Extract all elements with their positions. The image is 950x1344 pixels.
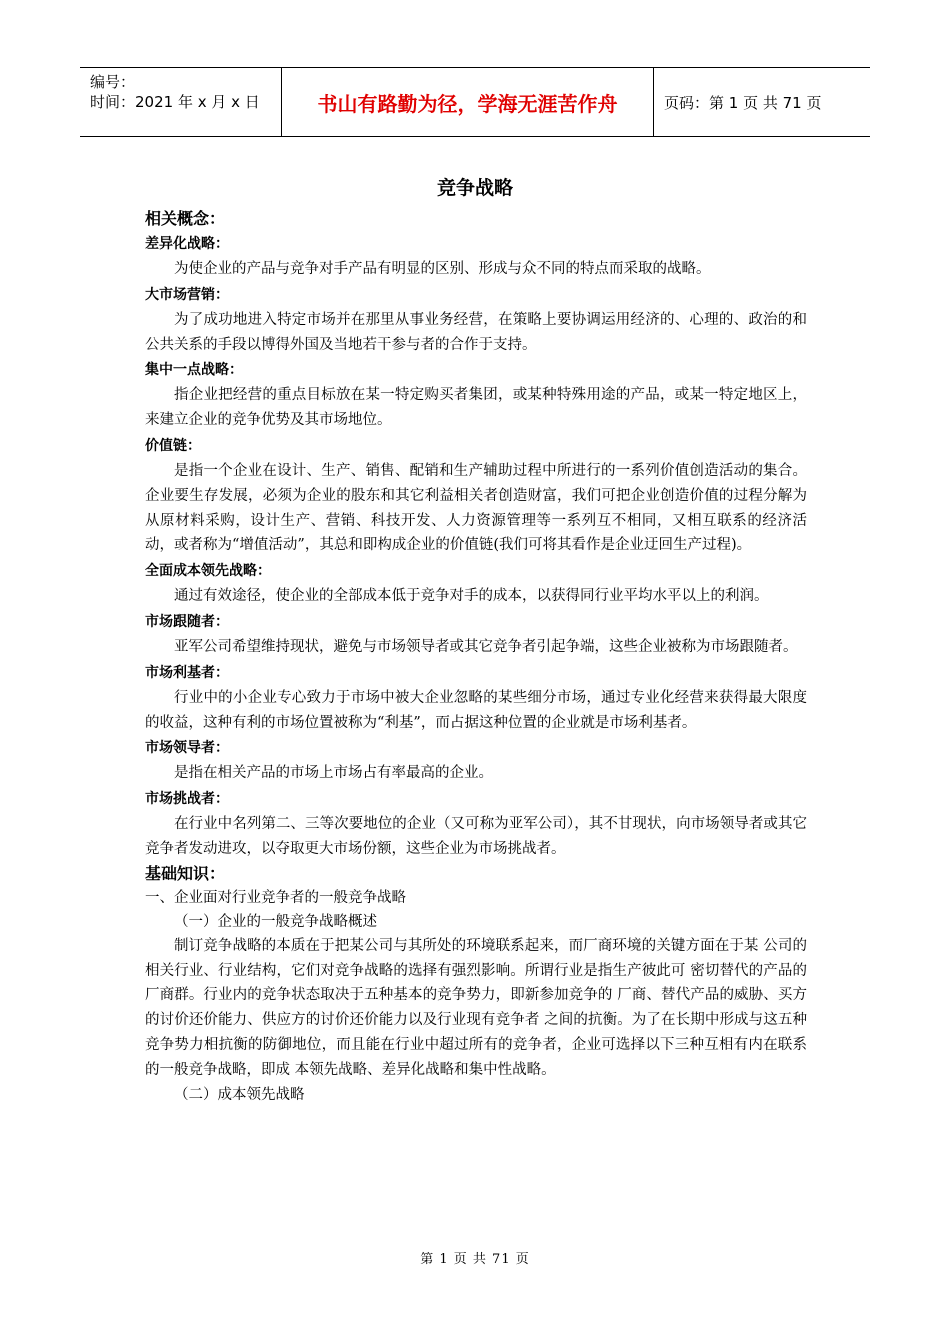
definition-market-nicher: 行业中的小企业专心致力于市场中被大企业忽略的某些细分市场，通过专业化经营来获得最大限度的收益，这种有利的市场位置被称为“利基”，而占据这种位置的企业就是市场利基者。 (145, 689, 807, 731)
term-focus-strategy: 集中一点战略： (145, 362, 243, 379)
term-mega-marketing: 大市场营销： (145, 286, 229, 303)
section-heading-basic-knowledge: 基础知识： (145, 863, 226, 883)
number-label: 编号： (90, 73, 136, 91)
term-value-chain: 价值链： (145, 437, 201, 454)
term-market-challenger: 市场挑战者： (145, 791, 229, 808)
page-info: 页码：第 1 页 共 71 页 (664, 93, 822, 112)
part-one-heading: 一、企业面对行业竞争者的一般竞争战略 (145, 889, 406, 906)
document-body (145, 207, 807, 1107)
definition-mega-marketing: 为了成功地进入特定市场并在那里从事业务经营，在策略上要协调运用经济的、心理的、政治的和公共关系的手段以博得外国及当地若干参与者的合作于支持。 (145, 311, 807, 353)
definition-differentiation: 为使企业的产品与竞争对手产品有明显的区别、形成与众不同的特点而采取的战略。 (174, 261, 711, 277)
term-differentiation: 差异化战略： (145, 236, 229, 252)
definition-focus-strategy: 指企业把经营的重点目标放在某一特定购买者集团，或某种特殊用途的产品，或某一特定地区上，来建立企业的竞争优势及其市场地位。 (145, 387, 807, 429)
definition-market-leader: 是指在相关产品的市场上市场占有率最高的企业。 (174, 765, 493, 782)
definition-market-follower: 亚军公司希望维持现状，避免与市场领导者或其它竞争者引起争端，这些企业被称为市场跟随者。 (174, 638, 798, 655)
subsection-two-heading: （二）成本领先战略 (174, 1086, 305, 1103)
definition-cost-leadership: 通过有效途径，使企业的全部成本低于竞争对手的成本，以获得同行业平均水平以上的利润。 (174, 588, 769, 605)
section-heading-related-concepts: 相关概念： (145, 209, 226, 228)
definition-market-challenger: 在行业中名列第二、三等次要地位的企业（又可称为亚军公司），其不甘现状，向市场领导者或其它竞争者发动进攻，以夺取更大市场份额，这些企业为市场挑战者。 (145, 816, 807, 857)
header-table (80, 67, 870, 137)
definition-value-chain: 是指一个企业在设计、生产、销售、配销和生产辅助过程中所进行的一系列价值创造活动的集合。企业要生存发展，必须为企业的股东和其它利益相关者创造财富，我们可把企业创造价值的过程分解为从原材料采购，设计生产、营销、科技开发、人力资源管理等一系列互不相同，又相互联系的经济活动，或者称为“增值活动”，其总和即构成企业的价值链(我们可将其看作是企业迂回生产过程)。 (145, 462, 807, 554)
term-cost-leadership: 全面成本领先战略： (145, 563, 271, 580)
subsection-one-body: 制订竞争战略的本质在于把某公司与其所处的环境联系起来，而厂商环境的关键方面在于某 公司的相关行业、行业结构，它们对竞争战略的选择有强烈影响。所谓行业是指生产彼此可 密切替代的产品的厂商群。行业内的竞争状态取决于五种基本的竞争势力，即新参加竞争的 厂商、替代产品的威胁、买方的讨价还价能力、供应方的讨价还价能力以及行业现有竞争者 之间的抗衡。为了在长期中形成与这五种竞争势力相抗衡的防御地位，而且能在行业中超过所有的竞争者，企业可选择以下三种互相有内在联系的一般竞争战略，即成 本领先战略、差异化战略和集中性战略。 (145, 937, 807, 1078)
header-meta (80, 68, 281, 136)
term-market-nicher: 市场利基者： (145, 664, 229, 681)
term-market-follower: 市场跟随者： (145, 613, 229, 630)
motto: 书山有路勤为径，学海无涯苦作舟 (281, 68, 654, 136)
term-market-leader: 市场领导者： (145, 740, 229, 757)
page-footer: 第 1 页 共 71 页 (420, 1252, 530, 1267)
time-label: 时间：2021 年 x 月 x 日 (90, 93, 260, 111)
document-title: 竞争战略 (436, 177, 513, 199)
subsection-one-heading: （一）企业的一般竞争战略概述 (174, 913, 377, 930)
